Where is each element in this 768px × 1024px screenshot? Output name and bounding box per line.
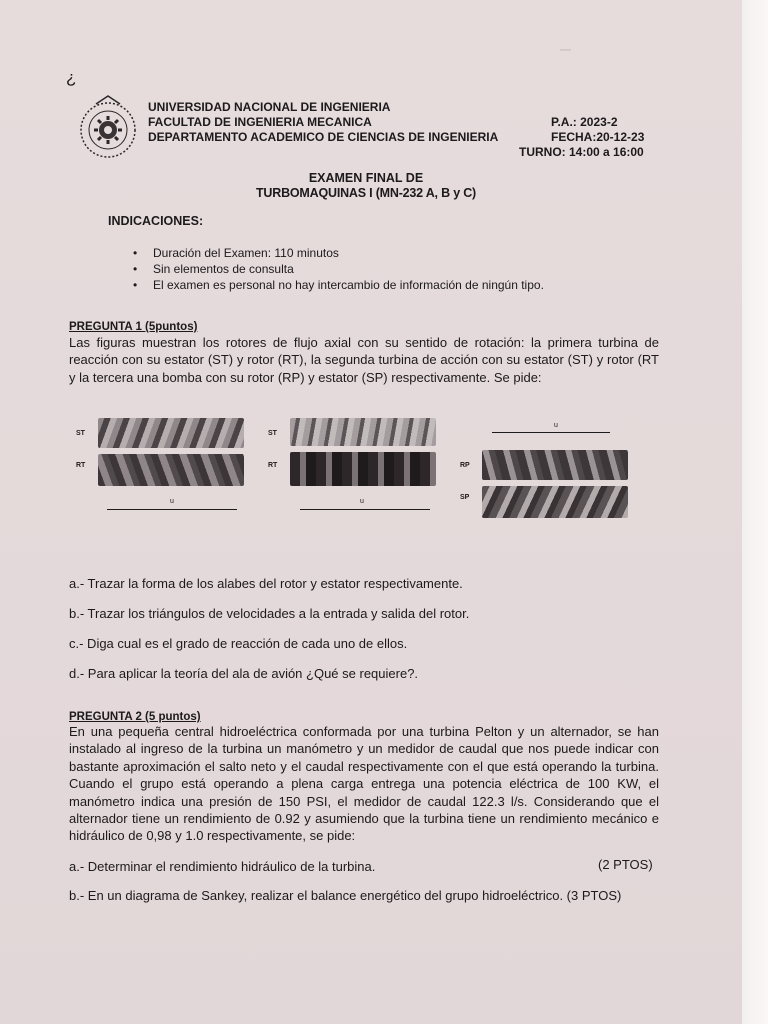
label-u-2: u [360, 498, 364, 505]
label-rt-1: RT [76, 462, 86, 469]
label-rt-2: RT [268, 462, 278, 469]
label-st-2: ST [268, 430, 277, 437]
exam-title [246, 171, 486, 201]
label-u-1: u [170, 498, 174, 505]
indicaciones-list [133, 245, 544, 293]
indicaciones-heading: INDICACIONES: [108, 214, 204, 228]
header-meta [551, 115, 644, 145]
q1-title: PREGUNTA 1 (5puntos) [69, 321, 198, 333]
label-sp: SP [460, 494, 470, 501]
exam-title-line2: TURBOMAQUINAS I (MN-232 A, B y C) [255, 186, 477, 200]
label-u-3: u [554, 422, 558, 429]
academic-period: P.A.: 2023-2 [551, 115, 618, 129]
header-block [148, 100, 498, 145]
velocity-arrow-3 [492, 432, 610, 433]
exam-date: FECHA:20-12-23 [551, 130, 645, 144]
q1-item-d: d.- Para aplicar la teoría del ala de avión ¿Qué se requiere?. [69, 666, 419, 681]
page-edge [742, 0, 768, 1024]
rotor-figure-3 [482, 450, 628, 518]
q1-item-b: b.- Trazar los triángulos de velocidades a la entrada y salida del rotor. [69, 606, 470, 621]
q1-text: Las figuras muestran los rotores de flujo axial con su sentido de rotación: la primera turbina de reacción con su estator (ST) y rotor (RT), la segunda turbina de acción con su estator (ST) y rotor (RT y la tercera una bomba con su rotor (RP) y estator (SP) respectivamente. Se pide: [69, 335, 659, 385]
q1-item-a: a.- Trazar la forma de los alabes del rotor y estator respectivamente. [69, 576, 463, 591]
q1-item-c: c.- Diga cual es el grado de reacción de cada uno de ellos. [69, 636, 408, 651]
university-seal-icon [76, 92, 140, 164]
q2-text: En una pequeña central hidroeléctrica conformada por una turbina Pelton y un alternador, se han instalado al ingreso de la turbina un manómetro y un medidor de caudal que nos puede indicar con bastante aproximación el salto neto y el caudal respectivamente con el que está operando la turbina. Cuando el grupo está operando a plena carga entrega una potencia eléctrica de 100 KW, el manómetro indica una presión de 150 PSI, el medidor de caudal 122.3 l/s. Considerando que el alternador tiene un rendimiento de 0.92 y asumiendo que la turbina tiene un rendimiento mecánico e hidráulico de 0,98 y 1.0 respectivamente, se pide: [69, 724, 659, 844]
university-name: UNIVERSIDAD NACIONAL DE INGENIERIA [148, 100, 391, 114]
faculty-name: FACULTAD DE INGENIERIA MECANICA [148, 115, 372, 129]
label-rp: RP [460, 462, 470, 469]
velocity-arrow-2 [300, 509, 430, 510]
velocity-arrow-1 [107, 509, 237, 510]
handwritten-mark: ¿ [66, 68, 77, 87]
q2-item-a-points: (2 PTOS) [598, 857, 653, 872]
department-name: DEPARTAMENTO ACADEMICO DE CIENCIAS DE INGENIERIA [148, 130, 499, 144]
exam-shift: TURNO: 14:00 a 16:00 [519, 145, 644, 159]
list-item: • Sin elementos de consulta [133, 261, 544, 277]
list-item: • El examen es personal no hay intercambio de información de ningún tipo. [133, 277, 544, 293]
q2-item-a: a.- Determinar el rendimiento hidráulico de la turbina. [69, 859, 376, 874]
ghost-bleed-top: — [560, 44, 572, 56]
q2-title: PREGUNTA 2 (5 puntos) [69, 711, 201, 723]
label-st-1: ST [76, 430, 85, 437]
rotor-figure-1 [98, 418, 244, 486]
rotor-figure-2 [290, 418, 436, 486]
list-item: • Duración del Examen: 110 minutos [133, 245, 544, 261]
exam-title-line1: EXAMEN FINAL DE [308, 171, 424, 185]
q2-item-b: b.- En un diagrama de Sankey, realizar el balance energético del grupo hidroeléctrico. (3 PTOS) [69, 888, 622, 903]
